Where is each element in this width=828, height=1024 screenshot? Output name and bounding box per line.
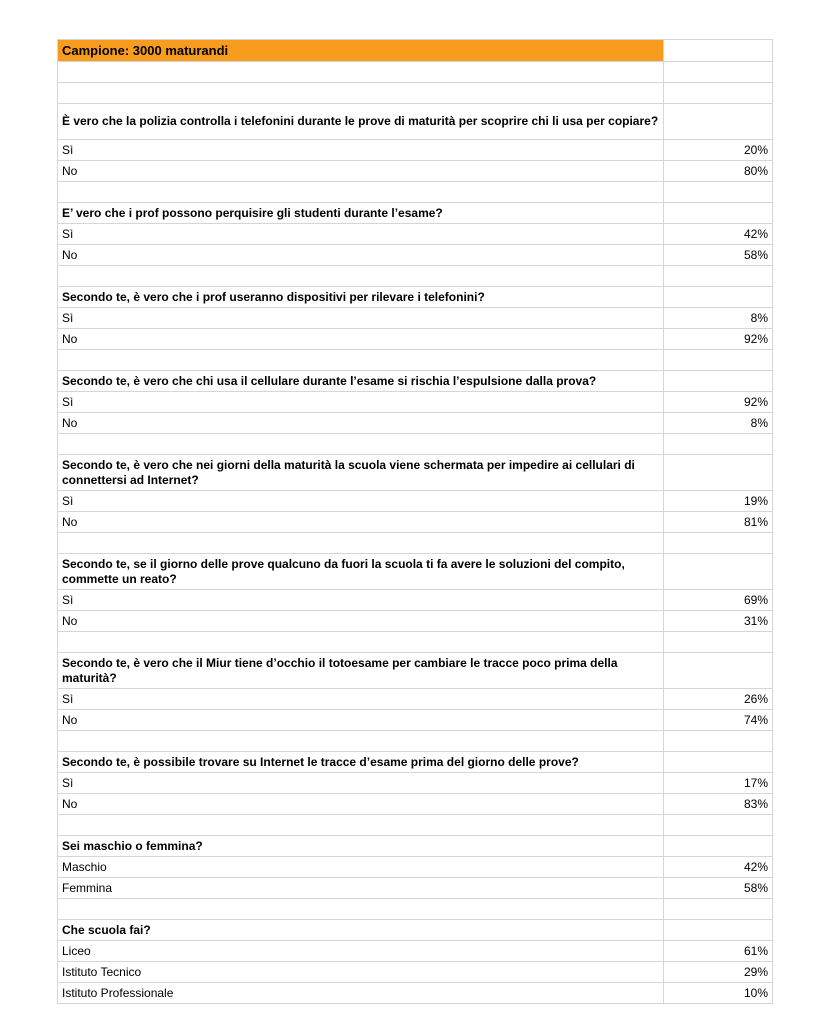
- question-row: [58, 455, 773, 491]
- answer-label: No: [58, 245, 664, 266]
- empty-cell: [58, 434, 664, 455]
- answer-row: [58, 413, 773, 434]
- empty-cell: [664, 104, 773, 140]
- blank-row: [58, 350, 773, 371]
- empty-cell: [58, 632, 664, 653]
- answer-percentage: 29%: [664, 962, 773, 983]
- answer-label: No: [58, 611, 664, 632]
- answer-row: [58, 308, 773, 329]
- blank-row: [58, 62, 773, 83]
- answer-row: [58, 983, 773, 1004]
- empty-cell: [664, 434, 773, 455]
- answer-percentage: 81%: [664, 512, 773, 533]
- blank-row: [58, 182, 773, 203]
- answer-label: Maschio: [58, 857, 664, 878]
- question-text: Secondo te, è possibile trovare su Internet le tracce d’esame prima del giorno delle prove?: [58, 752, 664, 773]
- answer-label: Sì: [58, 689, 664, 710]
- empty-cell: [664, 83, 773, 104]
- answer-row: [58, 590, 773, 611]
- answer-label: No: [58, 413, 664, 434]
- answer-percentage: 19%: [664, 491, 773, 512]
- answer-label: Sì: [58, 773, 664, 794]
- answer-percentage: 74%: [664, 710, 773, 731]
- answer-percentage: 80%: [664, 161, 773, 182]
- answer-label: No: [58, 710, 664, 731]
- blank-row: [58, 83, 773, 104]
- blank-row: [58, 533, 773, 554]
- empty-cell: [664, 632, 773, 653]
- empty-cell: [664, 266, 773, 287]
- answer-label: No: [58, 161, 664, 182]
- answer-percentage: 92%: [664, 392, 773, 413]
- empty-cell: [664, 653, 773, 689]
- answer-row: [58, 392, 773, 413]
- answer-row: [58, 329, 773, 350]
- empty-cell: [58, 182, 664, 203]
- blank-row: [58, 899, 773, 920]
- answer-row: [58, 611, 773, 632]
- empty-cell: [664, 62, 773, 83]
- answer-percentage: 83%: [664, 794, 773, 815]
- question-text: Secondo te, se il giorno delle prove qualcuno da fuori la scuola ti fa avere le soluzioni del compito, commette un reato?: [58, 554, 664, 590]
- blank-row: [58, 434, 773, 455]
- question-text: Secondo te, è vero che i prof useranno dispositivi per rilevare i telefonini?: [58, 287, 664, 308]
- answer-label: No: [58, 794, 664, 815]
- answer-label: Sì: [58, 392, 664, 413]
- answer-label: Sì: [58, 491, 664, 512]
- answer-row: [58, 794, 773, 815]
- answer-label: No: [58, 512, 664, 533]
- answer-row: [58, 941, 773, 962]
- empty-cell: [58, 533, 664, 554]
- answer-label: Sì: [58, 140, 664, 161]
- question-row: [58, 836, 773, 857]
- empty-cell: [664, 203, 773, 224]
- answer-percentage: 58%: [664, 878, 773, 899]
- answer-percentage: 61%: [664, 941, 773, 962]
- answer-percentage: 31%: [664, 611, 773, 632]
- answer-row: [58, 245, 773, 266]
- answer-percentage: 26%: [664, 689, 773, 710]
- question-text: Che scuola fai?: [58, 920, 664, 941]
- empty-cell: [664, 182, 773, 203]
- answer-percentage: 17%: [664, 773, 773, 794]
- answer-label: Femmina: [58, 878, 664, 899]
- header-row: [58, 40, 773, 62]
- answer-row: [58, 857, 773, 878]
- empty-cell: [664, 920, 773, 941]
- survey-table-body: [58, 40, 773, 1004]
- empty-cell: [58, 731, 664, 752]
- question-text: Secondo te, è vero che chi usa il cellulare durante l’esame si rischia l’espulsione dalla prova?: [58, 371, 664, 392]
- answer-label: No: [58, 329, 664, 350]
- answer-row: [58, 962, 773, 983]
- empty-cell: [664, 815, 773, 836]
- question-text: È vero che la polizia controlla i telefonini durante le prove di maturità per scoprire chi li usa per copiare?: [58, 104, 664, 140]
- empty-cell: [664, 554, 773, 590]
- survey-table: [57, 39, 773, 1004]
- answer-label: Sì: [58, 590, 664, 611]
- answer-percentage: 8%: [664, 308, 773, 329]
- answer-row: [58, 512, 773, 533]
- answer-percentage: 8%: [664, 413, 773, 434]
- answer-label: Liceo: [58, 941, 664, 962]
- answer-row: [58, 878, 773, 899]
- answer-row: [58, 773, 773, 794]
- question-text: E’ vero che i prof possono perquisire gli studenti durante l’esame?: [58, 203, 664, 224]
- question-text: Secondo te, è vero che il Miur tiene d’occhio il totoesame per cambiare le tracce poco prima della maturità?: [58, 653, 664, 689]
- question-text: Sei maschio o femmina?: [58, 836, 664, 857]
- answer-label: Istituto Professionale: [58, 983, 664, 1004]
- question-row: [58, 371, 773, 392]
- empty-cell: [664, 533, 773, 554]
- sample-title: Campione: 3000 maturandi: [58, 40, 664, 62]
- answer-row: [58, 689, 773, 710]
- blank-row: [58, 815, 773, 836]
- empty-cell: [58, 899, 664, 920]
- answer-row: [58, 140, 773, 161]
- answer-percentage: 42%: [664, 857, 773, 878]
- empty-cell: [664, 350, 773, 371]
- answer-row: [58, 491, 773, 512]
- answer-row: [58, 161, 773, 182]
- answer-percentage: 42%: [664, 224, 773, 245]
- blank-row: [58, 266, 773, 287]
- answer-label: Sì: [58, 224, 664, 245]
- question-row: [58, 653, 773, 689]
- blank-row: [58, 632, 773, 653]
- answer-percentage: 10%: [664, 983, 773, 1004]
- question-row: [58, 554, 773, 590]
- answer-percentage: 58%: [664, 245, 773, 266]
- answer-label: Istituto Tecnico: [58, 962, 664, 983]
- answer-percentage: 92%: [664, 329, 773, 350]
- empty-cell: [58, 62, 664, 83]
- empty-cell: [664, 836, 773, 857]
- question-row: [58, 203, 773, 224]
- answer-label: Sì: [58, 308, 664, 329]
- blank-row: [58, 731, 773, 752]
- answer-row: [58, 224, 773, 245]
- empty-cell: [664, 731, 773, 752]
- empty-cell: [664, 899, 773, 920]
- empty-cell: [58, 266, 664, 287]
- empty-cell: [664, 752, 773, 773]
- question-row: [58, 752, 773, 773]
- empty-cell: [664, 455, 773, 491]
- empty-cell: [58, 83, 664, 104]
- question-row: [58, 104, 773, 140]
- question-row: [58, 287, 773, 308]
- answer-percentage: 69%: [664, 590, 773, 611]
- empty-cell: [58, 350, 664, 371]
- empty-cell: [58, 815, 664, 836]
- question-row: [58, 920, 773, 941]
- question-text: Secondo te, è vero che nei giorni della maturità la scuola viene schermata per impedire ai cellulari di connettersi ad Internet?: [58, 455, 664, 491]
- empty-cell: [664, 287, 773, 308]
- header-empty-cell: [664, 40, 773, 62]
- answer-percentage: 20%: [664, 140, 773, 161]
- empty-cell: [664, 371, 773, 392]
- answer-row: [58, 710, 773, 731]
